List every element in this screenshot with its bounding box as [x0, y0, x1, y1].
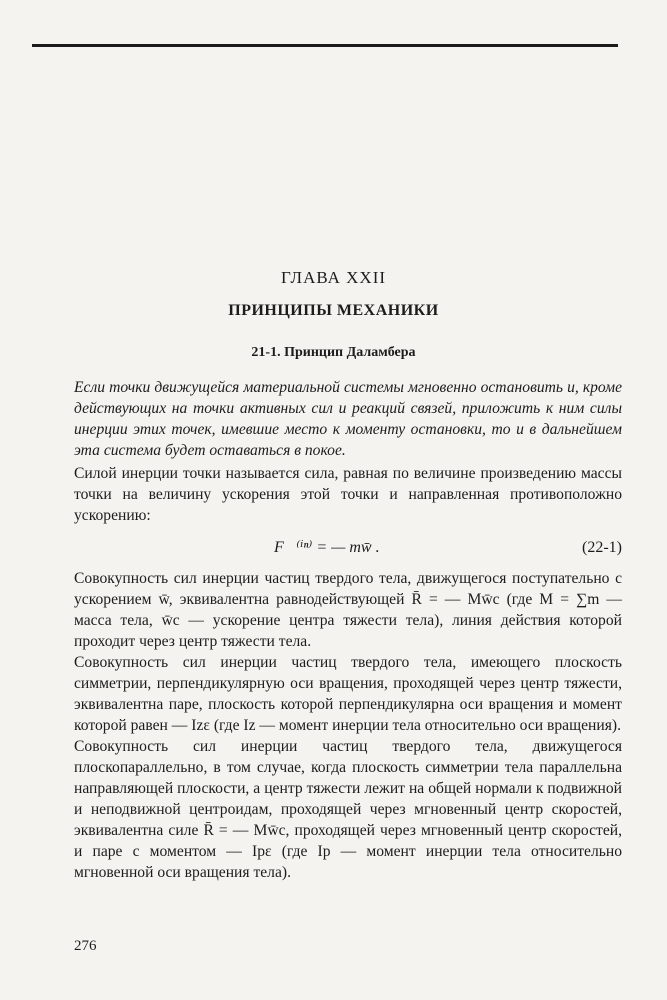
- formula: F⃗⁽ⁱⁿ⁾ = — mw̄ .: [274, 539, 380, 556]
- formula-row: [74, 528, 622, 566]
- equation-number: (22-1): [582, 539, 622, 556]
- inertia-definition: Силой инерции точки называется сила, равная по величине произведению массы точки на величину ускорения этой точки и направленная противоположно ускорению:: [74, 465, 622, 524]
- page-number: 276: [74, 938, 97, 954]
- paragraph-plane-parallel: Совокупность сил инерции частиц твердого тела, движущегося плоскопараллельно, в том случае, когда плоскость симметрии тела параллельна направляющей плоскости, а центр тяжести лежит на общей нормали к подвижной и неподвижной центроидам, проходящей через мгновенный центр скоростей, эквивалентна силе R̄ = — Mw̄c, проходящей через мгновенный центр скоростей, и паре с моментом — Ipε (где Ip — момент инерции тела относительно мгновенной оси вращения тела).: [74, 738, 622, 881]
- chapter-title: ПРИНЦИПЫ МЕХАНИКИ: [228, 302, 439, 319]
- top-rule: [32, 44, 618, 47]
- body-text: [74, 377, 622, 883]
- paragraph-rotational: Совокупность сил инерции частиц твердого тела, имеющего плоскость симметрии, перпендикулярную оси вращения, проходящей через центр тяжести, эквивалентна паре, плоскость которой перпендикулярна оси вращения и момент которой равен — Izε (где Iz — момент инерции тела относительно оси вращения).: [74, 654, 622, 734]
- dalembert-principle: Если точки движущейся материальной системы мгновенно остановить и, кроме действующих на точки активных сил и реакций связей, приложить к ним силы инерции этих точек, имевшие место к моменту остановки, то и в дальнейшем эта система будет оставаться в покое.: [74, 379, 622, 459]
- section-heading: 21-1. Принцип Даламбера: [251, 345, 416, 360]
- paragraph-translational: Совокупность сил инерции частиц твердого тела, движущегося поступательно с ускорением w̄, эквивалентна равнодействующей R̄ = — Mw̄c (где M = ∑m — масса тела, w̄c — ускорение центра тяжести тела), линия действия которой проходит через центр тяжести тела.: [74, 570, 622, 650]
- chapter-label: ГЛАВА XXII: [280, 268, 387, 287]
